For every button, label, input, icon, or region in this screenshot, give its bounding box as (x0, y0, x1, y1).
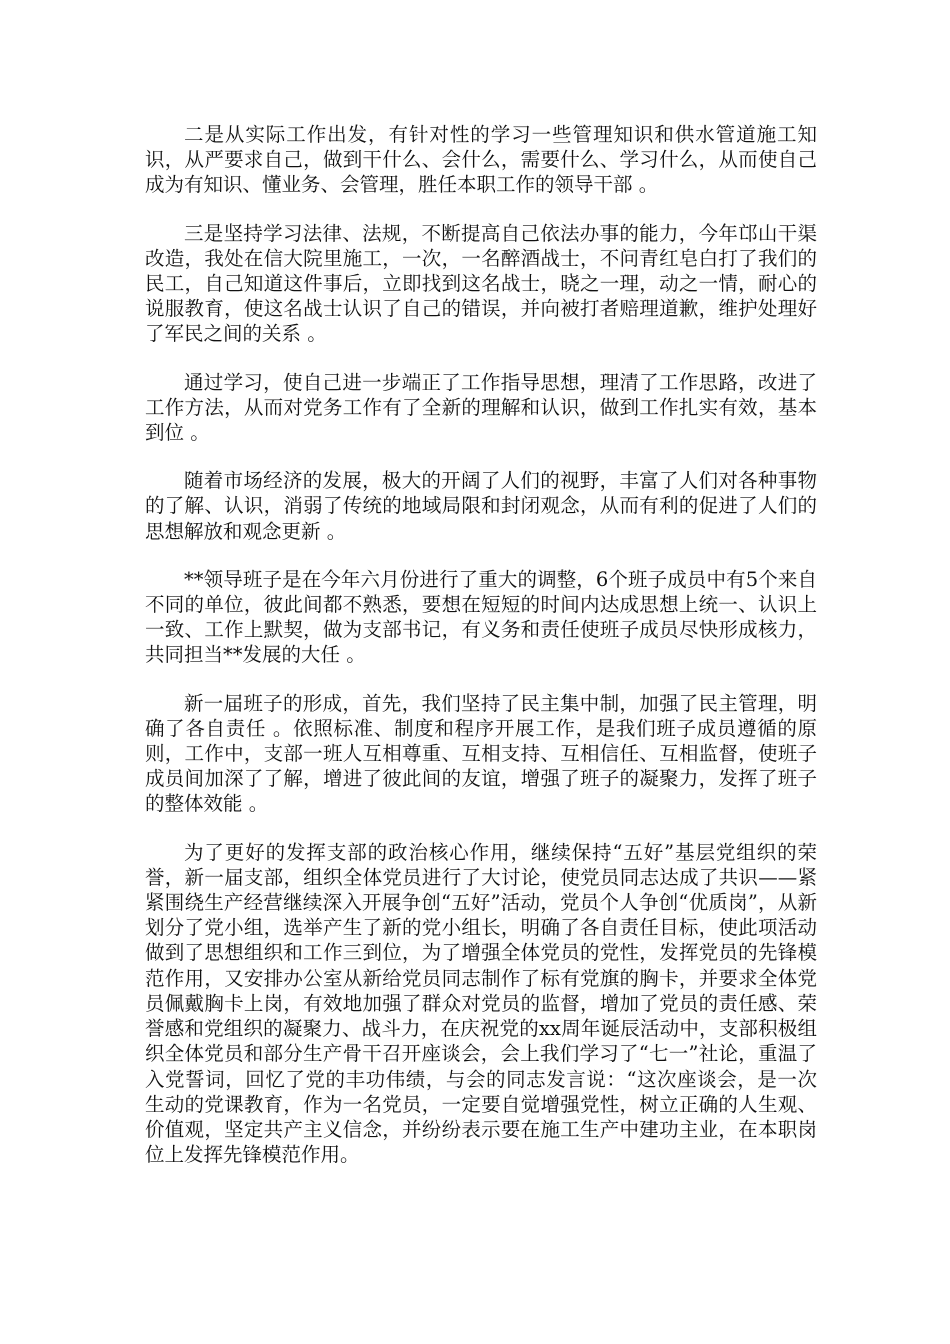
document-body (145, 122, 817, 1190)
paragraph-5: **领导班子是在今年六月份进行了重大的调整，6个班子成员中有5个来自不同的单位，彼此间都不熟悉，要想在短短的时间内达成思想上统一、认识上一致、工作上默契，做为支部书记，有义务和责任使班子成员尽快形成核力，共同担当**发展的大任 。 (145, 567, 817, 667)
paragraph-4: 随着市场经济的发展，极大的开阔了人们的视野，丰富了人们对各种事物的了解、认识，消弱了传统的地域局限和封闭观念，从而有利的促进了人们的思想解放和观念更新 。 (145, 469, 817, 543)
paragraph-2: 三是坚持学习法律、法规，不断提高自己依法办事的能力，今年邙山干渠改造，我处在信大院里施工，一次，一名醉酒战士，不问青红皂白打了我们的民工，自己知道这件事后，立即找到这名战士，晓之一理，动之一情，耐心的说服教育，使这名战士认识了自己的错误，并向被打者赔理道歉，维护处理好了军民之间的关系 。 (145, 221, 817, 346)
paragraph-7: 为了更好的发挥支部的政治核心作用，继续保持“五好”基层党组织的荣誉，新一届支部，组织全体党员进行了大讨论，使党员同志达成了共识——紧紧围绕生产经营继续深入开展争创“五好”活动，党员个人争创“优质岗”，从新划分了党小组，选举产生了新的党小组长，明确了各自责任目标，使此项活动做到了思想组织和工作三到位，为了增强全体党员的党性，发挥党员的先锋模范作用，又安排办公室从新给党员同志制作了标有党旗的胸卡，并要求全体党员佩戴胸卡上岗，有效地加强了群众对党员的监督，增加了党员的责任感、荣誉感和党组织的凝聚力、战斗力，在庆祝党的xx周年诞辰活动中，支部积极组织全体党员和部分生产骨干召开座谈会，会上我们学习了“七一”社论，重温了入党誓词，回忆了党的丰功伟绩，与会的同志发言说：“这次座谈会，是一次生动的党课教育，作为一名党员，一定要自觉增强党性，树立正确的人生观、价值观，坚定共产主义信念，并纷纷表示要在施工生产中建功主业，在本职岗位上发挥先锋模范作用。 (145, 840, 817, 1167)
paragraph-1: 二是从实际工作出发，有针对性的学习一些管理知识和供水管道施工知识，从严要求自己，做到干什么、会什么，需要什么、学习什么，从而使自己成为有知识、懂业务、会管理，胜任本职工作的领导干部 。 (145, 123, 817, 197)
paragraph-6: 新一届班子的形成，首先，我们坚持了民主集中制，加强了民主管理，明确了各自责任 。依照标准、制度和程序开展工作，是我们班子成员遵循的原则，工作中，支部一班人互相尊重、互相支持、互相信任、互相监督，使班子成员间加深了了解，增进了彼此间的友谊，增强了班子的凝聚力，发挥了班子的整体效能 。 (145, 691, 817, 816)
paragraph-3: 通过学习，使自己进一步端正了工作指导思想，理清了工作思路，改进了工作方法，从而对党务工作有了全新的理解和认识，做到工作扎实有效，基本到位 。 (145, 370, 817, 445)
